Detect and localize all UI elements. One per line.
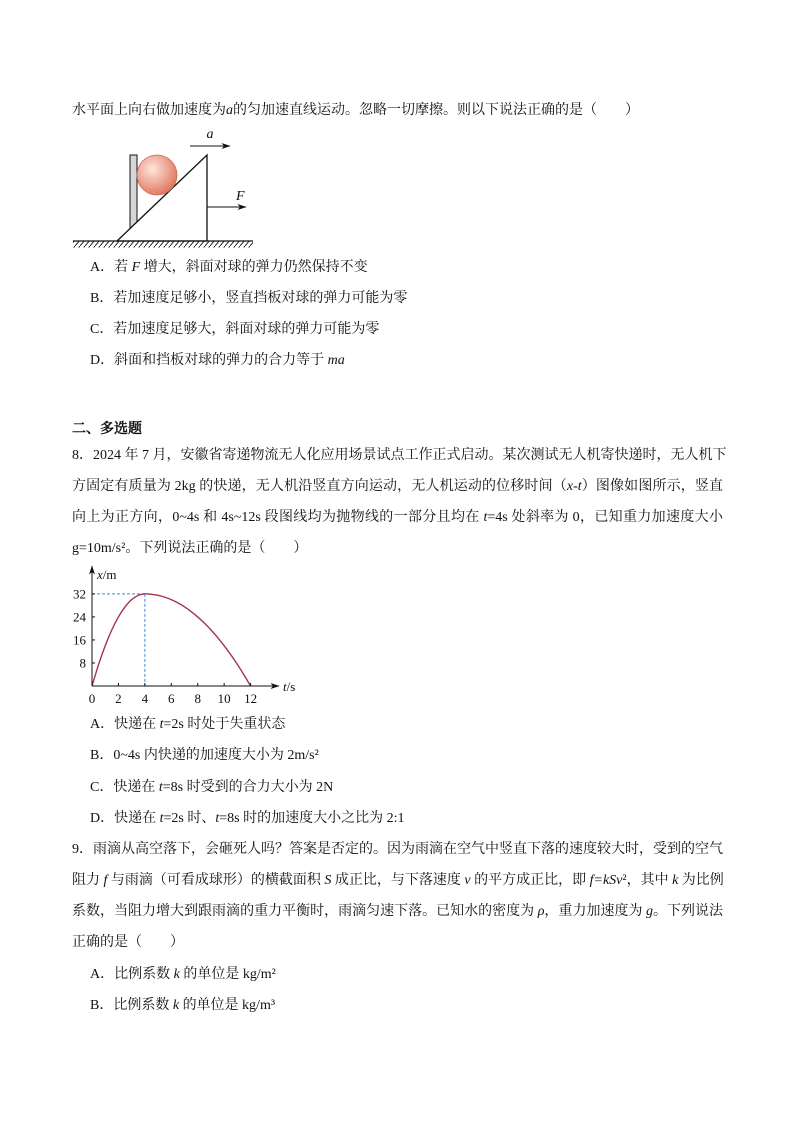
x-tick-label: 8: [194, 691, 201, 706]
q9-stem-text: 为比例: [678, 873, 724, 888]
q8-stem-text: 向上为正方向，0~4s 和 4s~12s 段图线均为抛物线的一部分且均在: [72, 510, 484, 525]
x-tick-label: 6: [168, 691, 175, 706]
option-text: D．快递在: [90, 811, 160, 826]
y-tick-label: 16: [73, 632, 86, 648]
option-text: A．快递在: [90, 717, 160, 732]
q9-stem-line-3: [72, 902, 723, 922]
q7-option-d: [90, 351, 345, 371]
option-text: D．斜面和挡板对球的弹力的合力等于: [90, 353, 328, 368]
option-text: A．比例系数: [90, 967, 174, 982]
q9-stem-line-2: [72, 871, 723, 891]
q8-stem-text: g=10m/s²。下列说法正确的是（ ）: [72, 541, 308, 556]
xt-graph: [60, 560, 305, 710]
y-tick-label: 8: [79, 655, 86, 671]
x-tick-label: 4: [141, 691, 149, 706]
q9-stem-text: 成正比，与下落速度: [331, 873, 465, 888]
q8-stem-line-1: [72, 446, 727, 466]
vertical-barrier: [130, 155, 137, 229]
option-text: 的单位是 kg/m²: [179, 967, 276, 982]
f-variable: f: [103, 873, 108, 888]
option-text: =8s 时的加速度大小之比为 2:1: [219, 811, 405, 826]
q7-option-b: [90, 289, 407, 309]
x-axis-unit: /s: [286, 679, 296, 694]
force-label: F: [236, 189, 245, 204]
option-text: =8s 时受到的合力大小为 2N: [162, 780, 334, 795]
q9-stem-text: ²，其中: [622, 873, 673, 888]
q9-stem-text: ，重力加速度为: [544, 904, 646, 919]
section-title: 二、多选题: [72, 422, 142, 437]
q7-option-a: [90, 258, 368, 278]
q7-stem-text: 的匀加速直线运动。忽略一切摩擦。则以下说法正确的是（ ）: [233, 103, 639, 118]
q7-stem-text: 水平面上向右做加速度为: [72, 103, 226, 118]
option-text: B．0~4s 内快递的加速度大小为 2m/s²: [90, 748, 319, 763]
t-variable: t: [215, 811, 220, 826]
y-axis-label: [96, 567, 117, 582]
y-tick-label: 24: [73, 609, 86, 625]
rho-variable: ρ: [537, 904, 545, 919]
g-variable: g: [645, 904, 653, 919]
t-variable: t: [159, 717, 164, 732]
q9-stem-text: 正确的是（ ）: [72, 935, 184, 950]
drag-formula: f=kSv: [589, 873, 623, 888]
q8-option-d: [90, 809, 404, 829]
k-variable: k: [173, 967, 180, 982]
ma-expression: ma: [327, 353, 345, 368]
acceleration-variable: a: [226, 103, 233, 118]
q9-stem-text: 9．雨滴从高空落下，会砸死人吗？答案是否定的。因为雨滴在空气中竖直下落的速度较大时，受到的空气: [72, 842, 723, 857]
q7-stem-line: [72, 101, 639, 121]
y-axis-unit: /m: [102, 567, 117, 582]
xt-variable: x-t: [566, 479, 582, 494]
ball: [137, 155, 177, 195]
acceleration-label: a: [206, 127, 214, 142]
q8-option-b: [90, 746, 319, 766]
option-text: C．若加速度足够大，斜面对球的弹力可能为零: [90, 322, 380, 337]
option-text: 增大，斜面对球的弹力仍然保持不变: [140, 260, 368, 275]
ground-hatch: [73, 242, 253, 248]
option-text: 的单位是 kg/m³: [179, 998, 276, 1013]
option-text: C．快递在: [90, 780, 159, 795]
q8-stem-text: 方固定有质量为 2kg 的快递，无人机沿竖直方向运动，无人机运动的位移时间（: [72, 479, 567, 494]
q9-stem-text: 阻力: [72, 873, 104, 888]
q9-stem-line-4: [72, 933, 184, 953]
k-variable: k: [672, 873, 679, 888]
option-text: B．比例系数: [90, 998, 173, 1013]
x-axis-variable: t: [283, 679, 287, 694]
q8-option-c: [90, 778, 333, 798]
y-axis-variable: x: [97, 567, 103, 582]
q9-stem-text: 与雨滴（可看成球形）的横截面积: [107, 873, 325, 888]
force-variable: F: [131, 260, 141, 275]
y-tick-label: 32: [73, 586, 86, 602]
q8-stem-text: 8．2024 年 7 月，安徽省寄递物流无人化应用场景试点工作正式启动。某次测试无人机寄快递时，无人机下: [72, 448, 727, 463]
q8-option-a: [90, 715, 285, 735]
xt-curve: [92, 594, 251, 686]
t-variable: t: [158, 780, 163, 795]
s-variable: S: [324, 873, 332, 888]
q9-stem-line-1: [72, 840, 723, 860]
x-tick-label: 0: [88, 691, 96, 706]
k-variable: k: [172, 998, 180, 1013]
q9-stem-text: 。下列说法: [652, 904, 724, 919]
q8-stem-text: =4s 处斜率为 0，已知重力加速度大小: [487, 510, 723, 525]
q8-stem-line-4: [72, 539, 307, 559]
x-tick-label: 2: [115, 691, 122, 706]
q9-option-b: [90, 996, 275, 1016]
q9-stem-text: 系数，当阻力增大到跟雨滴的重力平衡时，雨滴匀速下落。已知水的密度为: [72, 904, 538, 919]
q8-stem-line-2: [72, 477, 723, 497]
tick-marks: [92, 594, 251, 686]
q9-stem-text: 的平方成正比，即: [470, 873, 590, 888]
x-tick-label: 12: [244, 691, 258, 706]
option-text: =2s 时处于失重状态: [163, 717, 286, 732]
option-text: B．若加速度足够小，竖直挡板对球的弹力可能为零: [90, 291, 408, 306]
option-text: A．若: [90, 260, 132, 275]
incline-figure: [60, 120, 260, 252]
q8-stem-line-3: [72, 508, 723, 528]
x-tick-label: 10: [217, 691, 231, 706]
t-variable: t: [483, 510, 488, 525]
q7-option-c: [90, 320, 379, 340]
q8-stem-text: ）图像如图所示，竖直: [581, 479, 724, 494]
x-axis-label: [283, 679, 295, 694]
v-variable: v: [464, 873, 471, 888]
q9-option-a: [90, 965, 276, 985]
option-text: =2s 时、: [163, 811, 216, 826]
t-variable: t: [159, 811, 164, 826]
